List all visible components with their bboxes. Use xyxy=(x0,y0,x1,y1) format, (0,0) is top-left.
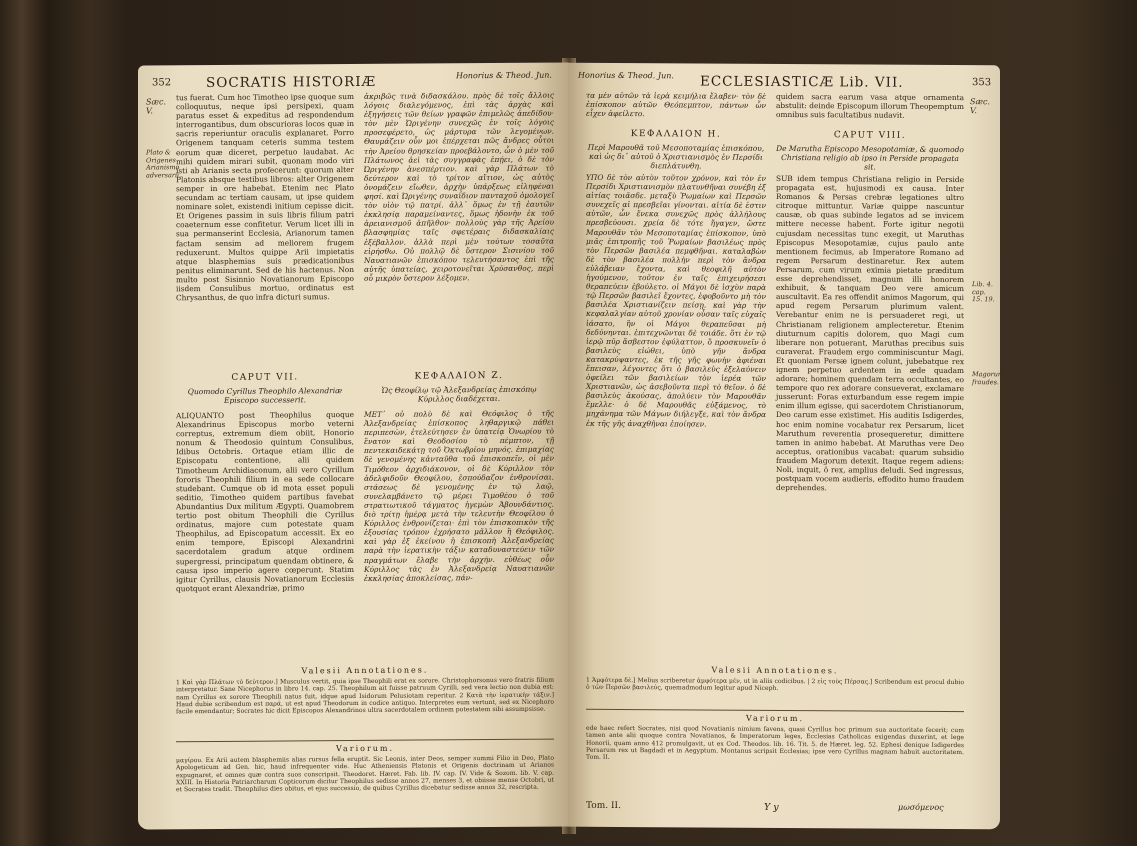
right-notes-text: 1 Ἀμφότερα δὲ.] Melius scriberetur ἀμφότερα μέν, ut in aliis codicibus. | 2 εἰς τοὺς Πέρσας.] Scribendum est procul dubio ὁ τῶν Περσῶν βασιλεύς, quemadmodum legitur apud Niceph. xyxy=(586,676,964,693)
right-greek-text-top: τα μὲν αὐτῶν τὰ ἱερὰ κειμήλια ἔλαβεν· τὸν δὲ ἐπίσκοπον αὐτῶν Θεόπεμπτον, πάντων ὧν εἶχεν ἀφείλετο. xyxy=(586,90,766,119)
right-margin-saec: Sæc. V. xyxy=(970,97,991,116)
left-greek-column-top xyxy=(364,91,554,370)
right-variorum-text: ede haec refert Socrates, nisi quod Novatianis nimium favens, quasi Cyrillus hoc primum sua auctoritate fecerit; cum tamen ante alii quoque contra Novatianos, & Imperatorum leges, Ecclesias Catholicas exigendas duxerint, et lege Honorii, quam anno 412 promulgavit, ut ex Cod. Theodos. lib. 16. Tit. 5. de Hæret. leg. 52. Ephesi denique Isdigerdes Persarum rex ut Bagdadi et in Aegyptum. Montanus scripsit Ecclesias; ipse vero Cyrillus magnam habuit auctoritatem. Tom. II. xyxy=(586,724,964,762)
left-notes-rule xyxy=(176,739,554,743)
right-margin-ref: Lib. 4. cap. 15. 19. xyxy=(972,280,995,304)
right-variorum-heading: Variorum. xyxy=(745,713,805,724)
left-variorum-heading: Variorum. xyxy=(335,743,395,754)
left-latin-column-top xyxy=(176,92,354,371)
left-chapter-greek-title: ΚΕΦΑΛΑΙΟΝ Ζ. xyxy=(414,370,504,382)
left-greek-column-ch7 xyxy=(364,409,554,662)
left-page xyxy=(138,62,570,829)
right-latin-column-ch8 xyxy=(776,174,964,663)
right-footer-tom: Tom. II. xyxy=(586,800,621,812)
left-greek-text-ch7: ΜΕΤ᾽ οὐ πολὺ δὲ καὶ Θεόφιλος ὁ τῆς Ἀλεξανδρείας ἐπίσκοπος ληθαργικῷ πάθει περιπεσὼν, ἐτελεύτησεν ἐν ὑπατείᾳ Ὁνωρίου τὸ ἔνατον καὶ Θεοδοσίου τὸ πέμπτον, τῇ πεντεκαιδεκάτῃ τοῦ Ὀκτωβρίου μηνός. ἐπιμαχίας δὲ γενομένης κἀνταῦθα τοῦ ἐπισκοπεῖν, οἱ μὲν Τιμόθεον ἀρχιδιάκονον, οἱ δὲ Κύριλλον τὸν ἀδελφιδοῦν Θεοφίλου, ἐσπούδαζον ἐνθρονίσαι. στάσεως δὲ γενομένης ἐν τῷ λαῷ, συνελαμβάνετο τῷ μέρει Τιμοθέου ὁ τοῦ στρατιωτικοῦ τάγματος ἡγεμὼν Ἀβουνδάντιος. διὸ τρίτῃ ἡμέρᾳ μετὰ τὴν τελευτὴν Θεοφίλου ὁ Κύριλλος ἐνθρονίζεται· ἐπὶ τὸν ἐπισκοπικὸν τῆς ἐξουσίας τρόπον ἐχρήσατο μᾶλλον ἢ Θεόφιλος. καὶ γὰρ ἐξ ἐκείνου ἡ ἐπισκοπὴ Ἀλεξανδρείας παρὰ τὴν ἱερατικὴν τάξιν καταδυναστεύειν τῶν πραγμάτων ἔλαβε τὴν ἀρχήν. εὐθέως οὖν Κύριλλος τὰς ἐν Ἀλεξανδρείᾳ Ναυατιανῶν ἐκκλησίας ἀποκλείσας, πάν- xyxy=(364,408,554,583)
right-chapter-latin-title: CAPUT VIII. xyxy=(833,130,907,141)
right-page-number: 353 xyxy=(972,77,992,89)
left-margin-saec: Sæc. V. xyxy=(146,97,167,116)
left-greek-text-top: ἀκριβῶς τινὰ διδασκάλου. πρὸς δὲ τοῖς ἄλλοις λόγοις διαλεγόμενος, ἐπὶ τὰς ἀρχὰς καὶ ἐξηγήσεις τῶν θείων γραφῶν ἐπιμελῶς ἀπεδίδου· τὸν μὲν Ὠριγένην συνεχῶς ἐν τοῖς λόγοις προσεφέρετο, ὡς μάρτυρα τῶν λεγομένων. Θαυμάζειν οὖν μοι ἐπέρχεται πῶς ἄνδρες οὗτοι τὴν Ἀρείου θρησκείαν προεβάλοντο, ὧν ὁ μὲν τοῦ Πλάτωνος ἀεὶ τὰς συγγραφὰς ἐπῄει, ὁ δὲ τὸν Ὠριγένην ἀνεσπέρτιον. καὶ γὰρ Πλάτων τὸ δεύτερον καὶ τὸ τρίτον αἴτιον, ὡς αὐτὸς ὀνομάζειν εἴωθεν, ἀρχὴν ὑπάρξεως εἰληφέναι φησί. καὶ Ὠριγένης συναΐδιον πανταχοῦ ὁμολογεῖ τὸν υἱὸν τῷ πατρί. ἀλλ᾽ ὅμως ἐν τῇ ἑαυτῶν ἐκκλησίᾳ παραμείναντες, ὅμως ἡδονὴν ἐκ τοῦ ἀρειανισμοῦ ἀπῆλθον· πολλοὺς γὰρ τῆς Ἀρείου βλασφημίας ταῖς σφετέραις διδασκαλίαις ἐξέβαλλον. ἀλλὰ περὶ μὲν τούτων τοσαῦτα εἰρήσθω. Οὐ πολλῷ δὲ ὕστερον Σισινίου τοῦ Ναυατιανῶν ἐπισκόπου τελευτήσαντος ἐπὶ τῆς αὐτῆς ὑπατείας, χειροτονεῖται Χρύσανθος, περὶ οὗ μικρὸν ὕστερον λέξομεν. xyxy=(364,90,554,283)
right-signature-mark: Y y xyxy=(764,801,779,813)
right-chapter-greek-subtitle: Περὶ Μαρουθᾶ τοῦ Μεσοποταμίας ἐπισκόπου, καὶ ὡς δι᾽ αὐτοῦ ὁ Χριστιανισμὸς ἐν Περσίδι διεπλάτυνθη. xyxy=(587,142,765,171)
left-chapter-greek-subtitle: Ὡς Θεοφίλῳ τῷ Ἀλεξανδρείας ἐπισκόπῳ Κύριλλος διαδέχεται. xyxy=(381,384,537,404)
left-running-head-right: Honorius & Theod. Jun. xyxy=(456,70,552,81)
right-running-head-left: Honorius & Theod. Jun. xyxy=(578,70,674,81)
left-latin-text-ch7: ALIQUANTO post Theophilus quoque Alexandrinus Episcopus morbo veterni correptus, extremum diem obiit, Honorio nonum & Theodosio quintum Consulibus, Idibus Octobris. Ortaque etiam illic de Episcopatu contentione, alii quidem Timotheum Archidiaconum, alii vero Cyrillum fororis Theophili filium in ea sede collocare studebant. Cumque ob id mota esset populi seditio, Timotheo quidem partibus favebat Abundantius Dux militum Ægypti. Quamobrem tertio post obitum Theophili die Cyrillus ordinatus, majore cum potestate quam Theophilus, ad Episcopatum accessit. Ex eo enim tempore, Episcopi Alexandrini sacerdotalem gradum atque ordinem supergressi, principatum quendam obtinere, & causa ipso imperio agere cœperunt. Statim igitur Cyrillus, clausis Novatianorum Ecclesiis quotquot erant Alexandriæ, primo xyxy=(176,410,354,594)
left-latin-text-top: tus fuerat. Cum hoc Timotheo ipse quoque sum colloquutus, neque ipsi persipexi, quam paratus esset & expeditus ad respondendum interrogantibus, dum obscurioras locos quæ in sacris reperiuntur oraculis explanaret. Porro Origenem tanquam ceteris summa testem eorum quæ diceret, perpetuo laudabat. Ac mihi quidem mirari subit, quonam modo viri isti ab Arianis secta profecerunt: quorum alter Platonis absque testibus libros: alter Origenem semper in ore habebat. Etenim nec Plato secundam ac tertiam causam, ut ipse quidem nominare solet, existendi initium cepisse dicit. Et Origenes passim in suis libris filium patri coaeternum esse confitetur. Verum licet illi in sua permanserint Ecclesia, Arianorum tamen factam sensim ad meliorem frugem reduxerunt. Multos quippe Arii impietatis atque blasphemias suis prædicationibus penitus eliminarunt. Sed de his hactenus. Non multo post Sisinnio Novatianorum Episcopo iisdem Consulibus mortuo, ordinatus est Chrysanthus, de quo infra dicturi sumus. xyxy=(176,92,354,303)
right-greek-column-ch8 xyxy=(586,173,766,662)
left-margin-note: Plato & Origenes Arianismo adversarii. xyxy=(146,148,182,179)
left-page-number: 352 xyxy=(152,77,172,89)
right-greek-column-top xyxy=(586,91,766,124)
right-chapter-greek-title: ΚΕΦΑΛΑΙΟΝ Η. xyxy=(630,129,722,140)
left-chapter-latin-title: CAPUT VII. xyxy=(231,372,299,383)
left-running-head: SOCRATIS HISTORIÆ xyxy=(206,73,377,92)
left-variorum-text: μαγίρου. Ex Arii autem blasphemiis alias rursus fella eruptit. Sic Leonis, inter Deos, semper summi Filio in Deo, Plato Apologeticum ad Gen. hic, haud infrequenter vide. Huc Atheniensis Platonis et Origenis doctrinam ut Arianos expugnaret, et omnes quæ contra suos conscripsit. Theodoret. Hæret. Fab. lib. IV. cap. IV. Vide & Sozom. lib. V. cap. XXIII. In Historia Patriarcharum Copticorum dicitur Theophilus sedisse annos 27, menses 3, et obiisse mense Octobri, ut et Socrates tradit. Theophilus dies obitus, et ejus successio, de quibus Cyrillus dicebatur sedisse annos 32, rescripta. xyxy=(176,754,554,794)
right-latin-text-ch8: SUB idem tempus Christiana religio in Perside propagata est, hujusmodi ex causa. Inter Romanos & Persas crebræ legationes ultro citroque mittuntur. Variæ quippe nascuntur causæ, ob quas subinde legatos ad se invicem mittere necesse habent. Forte igitur negotii cujusdam necessitas tunc exegit, ut Maruthas Episcopus Mesopotamiæ, cujus paulo ante mentionem fecimus, ab Imperatore Romano ad regem Persarum destinaretur. Rex autem Persarum, cum virum eximia pietate præditum esse deprehendisset, magnum illi honorem exhibuit, & tanquam Deo vere amicum auscultavit. Ea res offendit animos Magorum, qui apud regem Persarum plurimum valent. Verebantur enim ne is persuaderet regi, ut Christianam religionem amplecteretur. Etenim diuturnum capitis dolorem, quo Magi cum liberare non potuerant, Maruthas precibus suis curaverat. Fraudem ergo comminiscuntur Magi. Et quoniam Persæ ignem colunt, jubebatque rex ignem perpetuo ardentem in æde quadam adorare; hominem quendam terra occultantes, eo tempore quo rex adorare consueverat, exclamare jusserunt: Foras exturbandum esse regem impie enim illum egisse, qui sacerdotem Christianorum, Deo carum esse existimet. His auditis Isdigerdes, hoc enim nomine vocabatur rex Persarum, licet Maruthum reverentia prosequeretur, dimittere tamen in animo habebat. At Maruthas vere Deo acceptus, orationibus vacabat: quarum subsidio fraudem Magorum detexit. Itaque regem adiens: Noli, inquit, ô rex, amplius deludi. Sed ingressus, postquam vocem audieris, effodito humo fraudem deprehendes. xyxy=(776,173,964,493)
right-latin-column-top xyxy=(776,92,964,125)
right-margin-note: Magorum fraudes. xyxy=(972,370,1005,386)
right-greek-text-ch8: ΥΠΟ δὲ τὸν αὐτὸν τοῦτον χρόνον, καὶ τὸν ἐν Περσίδι Χριστιανισμὸν πλατυνθῆναι συνέβη ἐξ αἰτίας τοιᾶσδε. μεταξὺ Ῥωμαίων καὶ Περσῶν συνεχεῖς αἱ πρεσβεῖαι γίνονται. αἰτία δὲ ἐστιν αὐτῶν, ὧν ἕνεκα συνεχῶς πρὸς ἀλλήλους πρεσβεύουσι. χρεία δὲ τότε ἤγαγεν, ὥστε Μαρουθᾶν τὸν Μεσοποταμίας ἐπίσκοπον, ὑπὸ μιᾶς ἐπιτροπῆς τοῦ Ῥωμαίων βασιλέως πρὸς τὸν Περσῶν βασιλέα πεμφθῆναι. καταλαβὼν δὲ τὸν βασιλέα πολλὴν περὶ τὸν ἄνδρα εὐλάβειαν ἔχοντα, καὶ θεοφιλῆ αὐτὸν ἡγούμενον, τοῦτον ἐν ταῖς ἐπιχειρήσεσι θεραπεύειν ἐβούλετο. οἱ Μάγοι δὲ ἰσχὺν παρὰ τῷ Περσῶν βασιλεῖ ἔχοντες, ἐφοβοῦντο μὴ τὸν βασιλέα Χριστιανίζειν πείσῃ. καὶ γὰρ τὴν κεφαλαλγίαν αὐτοῦ χρονίαν οὖσαν ταῖς εὐχαῖς ἰάσατο, ἣν οἱ Μάγοι θεραπεῦσαι μὴ δεδύνηνται. ἐπιτεχνῶνται δὲ τοιάδε. ὅτι ἐν τῷ ἱερῷ πῦρ ἄσβεστον ἐφύλαττον, ὃ προσκυνεῖν ὁ βασιλεὺς εἰώθει, ὑπὸ γῆν ἄνδρα κατακρύψαντες, ἐκ τῆς γῆς φωνὴν ἀφιέναι ἔπεισαν, λέγοντες ὅτι ὁ βασιλεὺς ἐξελαύνειν ὀφείλει τῶν βασιλείων τὸν ἱερέα τῶν Χριστιανῶν, ὡς ἀσεβοῦντα περὶ τὸ θεῖον. ὁ δὲ βασιλεὺς ἀκούσας, ἀπολύειν τὸν Μαρουθᾶν ἔμελλε· ὁ δὲ Μαρουθᾶς εὐξάμενος, τὸ μηχάνημα τῶν Μάγων διήλεγξε, καὶ τὸν ἄνδρα ἐκ τῆς γῆς ἀναχθῆναι ἐποίησεν. xyxy=(586,172,766,429)
left-chapter-latin-subtitle: Quomodo Cyrillus Theophilo Alexandriæ Episcopo successerit. xyxy=(187,386,343,405)
left-notes-heading: Valesii Annotationes. xyxy=(301,665,429,676)
right-notes-rule xyxy=(586,709,964,712)
right-notes-heading: Valesii Annotationes. xyxy=(711,665,839,676)
right-latin-text-top: quidem sacra earum vasa atque ornamenta abstulit: deinde Episcopum illorum Theopemptum omnibus suis facultatibus nudavit. xyxy=(776,91,964,120)
left-latin-column-ch7 xyxy=(176,410,354,663)
left-notes-text: 1 Καὶ γὰρ Πλάτων τὸ δεύτερον.] Musculus vertit, quia ipse Theophili erat ex sorore. Christophorsonus vero fratris filium interpretatur. Sane Nicephorus in libro 14. cap. 25. Theophilum ait fuisse patruum Cyrilli, sed vera lectio non dubia est: nam Cyrillus ex sorore Theophili natus fuit, idque apud Isidorum Pelusiotam reperitur. 2 Κατὰ τὴν ἱερατικὴν τάξιν.] Haud dubie scribendum est παρά, ut est apud Theodorum in codice antiquo. Interpretes eum vertunt, sed ex Nicephoro facile emendantur; Socrates hic dicit Episcopos Alexandrinos ultra sacerdotalem ordinem potestatem sibi assumpsisse. xyxy=(176,676,554,716)
right-chapter-latin-subtitle: De Marutha Episcopo Mesopotamiæ, & quomodo Christiana religio ab ipso in Perside propagata sit. xyxy=(776,143,964,172)
right-running-head: ECCLESIASTICÆ Lib. VII. xyxy=(700,73,904,91)
right-page xyxy=(568,63,1005,830)
right-catchword: μωσόμενος xyxy=(898,802,944,812)
